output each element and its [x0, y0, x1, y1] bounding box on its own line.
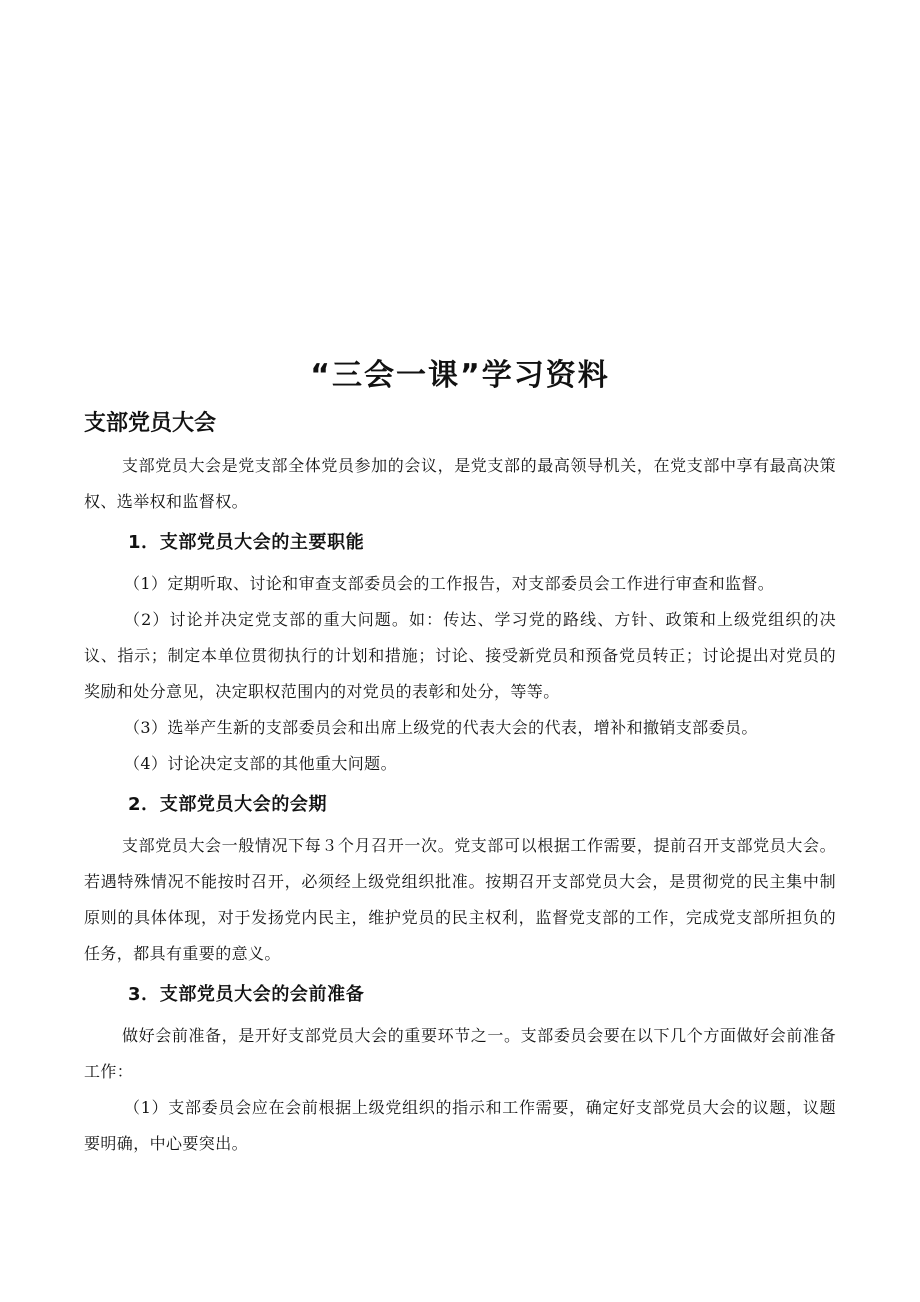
subsection-heading-schedule: 2．支部党员大会的会期 — [128, 794, 328, 815]
preparation-paragraph: 做好会前准备，是开好支部党员大会的重要环节之一。支部委员会要在以下几个方面做好会前准备工作： — [84, 1026, 836, 1081]
schedule-paragraph: 支部党员大会一般情况下每３个月召开一次。党支部可以根据工作需要，提前召开支部党员大会。若遇特殊情况不能按时召开，必须经上级党组织批准。按期召开支部党员大会，是贯彻党的民主集中制原则的具体体现，对于发扬党内民主，维护党员的民主权利，监督党支部的工作，完成党支部所担负的任务，都具有重要的意义。 — [84, 836, 836, 963]
intro-paragraph: 支部党员大会是党支部全体党员参加的会议，是党支部的最高领导机关，在党支部中享有最高决策权、选举权和监督权。 — [84, 456, 836, 511]
list-item: （2）讨论并决定党支部的重大问题。如：传达、学习党的路线、方针、政策和上级党组织的决议、指示；制定本单位贯彻执行的计划和措施；讨论、接受新党员和预备党员转正；讨论提出对党员的奖励和处分意见，决定职权范围内的对党员的表彰和处分，等等。 — [84, 610, 836, 701]
list-item: （1）支部委员会应在会前根据上级党组织的指示和工作需要，确定好支部党员大会的议题，议题要明确，中心要突出。 — [84, 1098, 836, 1153]
subsection-heading-preparation: 3．支部党员大会的会前准备 — [128, 984, 365, 1005]
subsection-heading-functions: 1．支部党员大会的主要职能 — [128, 532, 365, 553]
list-item: （1）定期听取、讨论和审查支部委员会的工作报告，对支部委员会工作进行审查和监督。 — [124, 574, 775, 593]
list-item: （4）讨论决定支部的其他重大问题。 — [124, 754, 397, 773]
section-title: 支部党员大会 — [84, 411, 217, 436]
document-title: “三会一课”学习资料 — [310, 358, 610, 393]
document-body — [84, 448, 836, 1162]
list-item: （3）选举产生新的支部委员会和出席上级党的代表大会的代表，增补和撤销支部委员。 — [124, 718, 758, 737]
